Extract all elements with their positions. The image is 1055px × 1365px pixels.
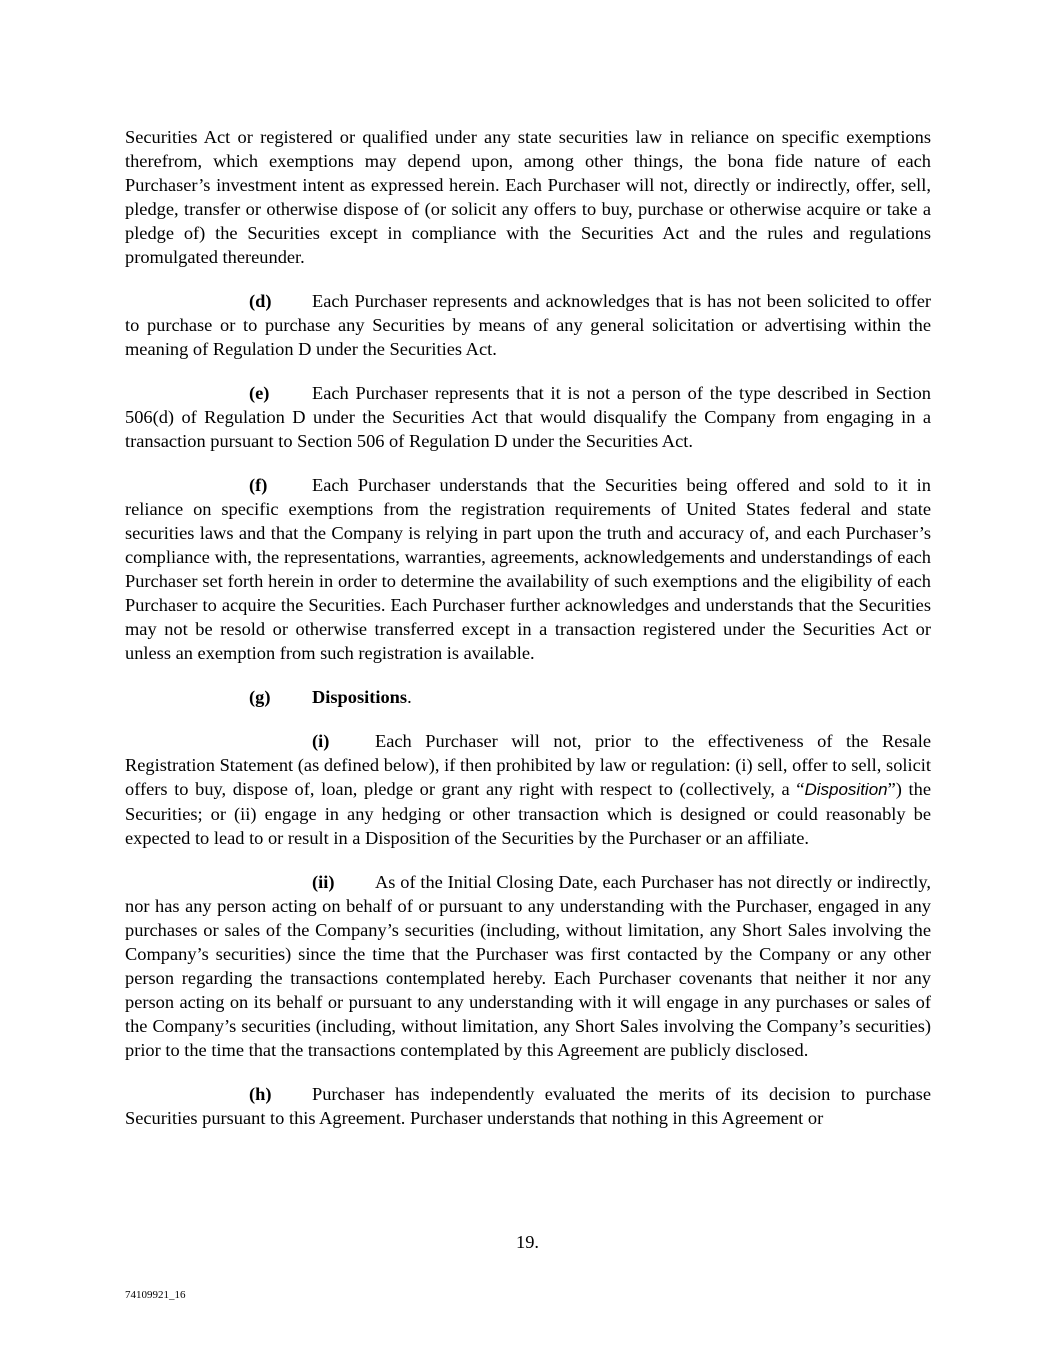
section-g-i-label: (i) [312, 731, 330, 751]
section-g-heading-punct: . [407, 687, 412, 707]
section-e [125, 381, 931, 453]
section-e-label: (e) [249, 383, 270, 403]
section-g-i-text-before: Each Purchaser will not, prior to the effectiveness of the Resale Registration Statement (as defined below), if then prohibited by law or regulation: (i) sell, offer to sell, solicit offers to buy, dispose of, loan, pledge or grant any right with respect to (collectively, a “ [125, 731, 931, 799]
section-g-i [125, 729, 931, 850]
section-g-ii-text: As of the Initial Closing Date, each Purchaser has not directly or indirectly, nor has any person acting on behalf of or pursuant to any understanding with the Purchaser, engaged in any purchases or sales of the Company’s securities (including, without limitation, any Short Sales involving the Company’s securities) since the time that the Purchaser was first contacted by the Company or any other person regarding the transactions contemplated hereby. Each Purchaser covenants that neither it nor any person acting on its behalf or pursuant to any understanding with it will engage in any purchases or sales of the Company’s securities (including, without limitation, any Short Sales involving the Company’s securities) prior to the time that the transactions contemplated by this Agreement are publicly disclosed. [125, 872, 931, 1060]
section-d [125, 289, 931, 361]
intro-paragraph: Securities Act or registered or qualified under any state securities law in reliance on specific exemptions therefrom, which exemptions may depend upon, among other things, the bona fide nature of each Purchaser’s investment intent as expressed herein. Each Purchaser will not, directly or indirectly, offer, sell, pledge, transfer or otherwise dispose of (or solicit any offers to buy, purchase or otherwise acquire or take a pledge of) the Securities except in compliance with the Securities Act and the rules and regulations promulgated thereunder. [125, 127, 931, 267]
section-g [125, 685, 931, 709]
section-f-label: (f) [249, 475, 268, 495]
section-g-i-text-after: ”) the Securities; or (ii) engage in any hedging or other transaction which is designed or could reasonably be expected to lead to or result in a Disposition of the Securities by the Purchaser or an affiliate. [125, 779, 931, 848]
section-h-label: (h) [249, 1084, 272, 1104]
document-id: 74109921_16 [125, 1289, 186, 1301]
section-g-heading: Dispositions [312, 687, 408, 707]
section-f [125, 473, 931, 665]
document-body [125, 125, 931, 1150]
section-g-ii [125, 870, 931, 1062]
section-g-ii-label: (ii) [312, 872, 335, 892]
section-h-text: Purchaser has independently evaluated the merits of its decision to purchase Securities pursuant to this Agreement. Purchaser understands that nothing in this Agreement or [125, 1084, 931, 1128]
section-f-text: Each Purchaser understands that the Securities being offered and sold to it in reliance on specific exemptions from the registration requirements of United States federal and state securities laws and that the Company is relying in part upon the truth and accuracy of, and each Purchaser’s compliance with, the representations, warranties, agreements, acknowledgements and understandings of each Purchaser set forth herein in order to determine the availability of such exemptions and the eligibility of each Purchaser to acquire the Securities. Each Purchaser further acknowledges and understands that the Securities may not be resold or otherwise transferred except in a transaction registered under the Securities Act or unless an exemption from such registration is available. [125, 475, 931, 663]
defined-term-disposition: Disposition [804, 780, 888, 799]
section-g-label: (g) [249, 687, 271, 707]
section-h [125, 1082, 931, 1130]
section-e-text: Each Purchaser represents that it is not a person of the type described in Section 506(d) of Regulation D under the Securities Act that would disqualify the Company from engaging in a transaction pursuant to Section 506 of Regulation D under the Securities Act. [125, 383, 931, 451]
section-d-label: (d) [249, 291, 272, 311]
page-number: 19. [516, 1232, 539, 1252]
section-d-text: Each Purchaser represents and acknowledges that is has not been solicited to offer to purchase or to purchase any Securities by means of any general solicitation or advertising within the meaning of Regulation D under the Securities Act. [125, 291, 931, 359]
